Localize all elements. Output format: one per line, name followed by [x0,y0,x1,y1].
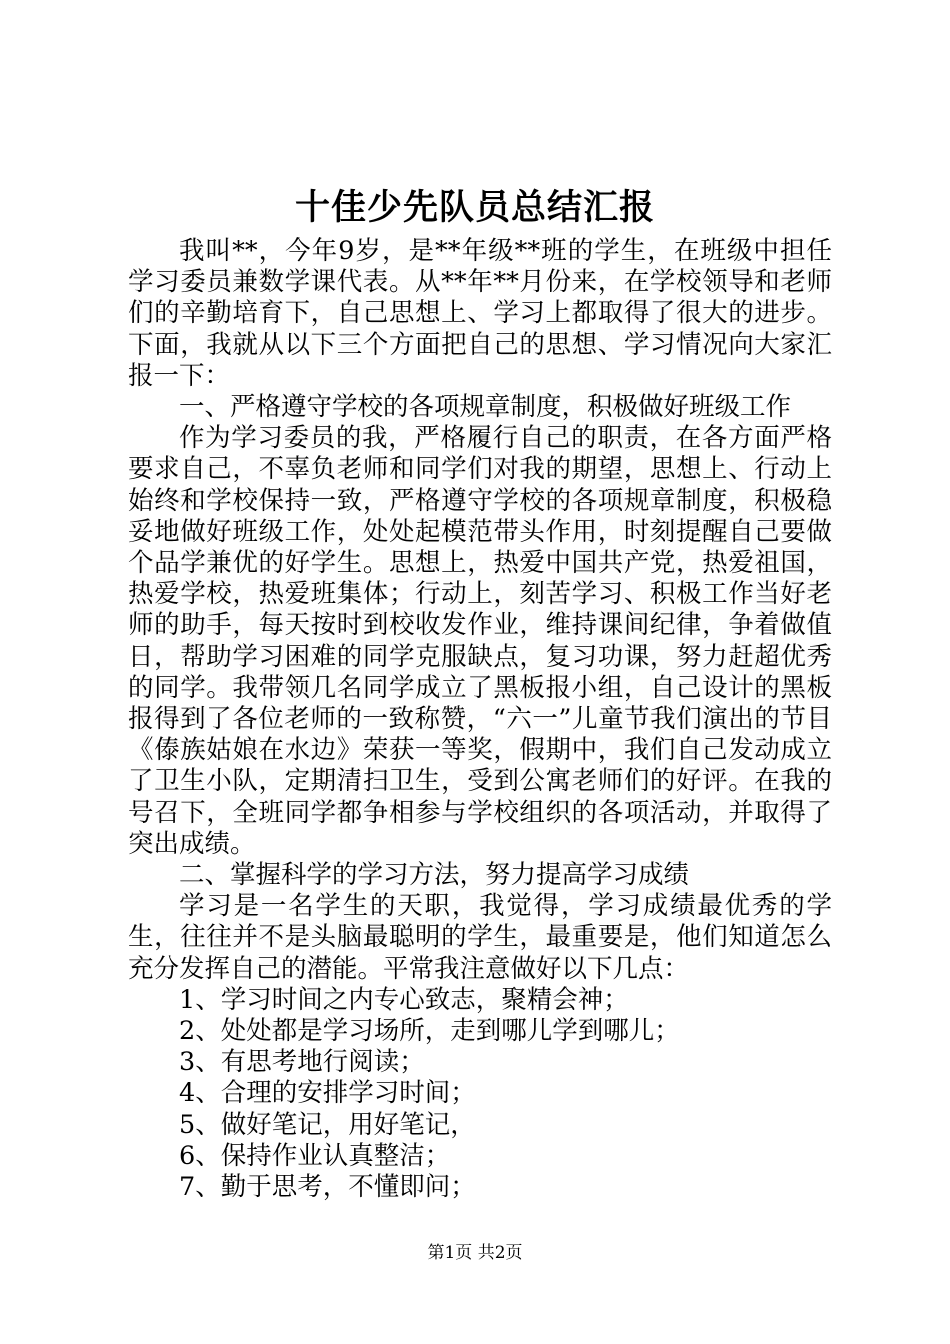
page-footer: 第1页 共2页 [427,1243,523,1263]
document-body [128,236,832,1203]
list-item: 6、保持作业认真整洁； [179,1140,451,1171]
section-2-paragraph: 学习是一名学生的天职，我觉得，学习成绩最优秀的学生，往往并不是头脑最聪明的学生，最重要是，他们知道怎么充分发挥自己的潜能。平常我注意做好以下几点： [128,891,832,984]
list-item: 7、勤于思考，不懂即问； [179,1172,476,1203]
list-item: 5、做好笔记，用好笔记， [179,1109,476,1140]
list-item: 3、有思考地行阅读； [179,1047,425,1078]
section-heading-2: 二、掌握科学的学习方法，努力提高学习成绩 [179,860,690,891]
section-1-paragraph: 作为学习委员的我，严格履行自己的职责，在各方面严格要求自己，不辜负老师和同学们对我的期望，思想上、行动上始终和学校保持一致，严格遵守学校的各项规章制度，积极稳妥地做好班级工作，处处起模范带头作用，时刻提醒自己要做个品学兼优的好学生。思想上，热爱中国共产党，热爱祖国，热爱学校，热爱班集体；行动上，刻苦学习、积极工作当好老师的助手，每天按时到校收发作业，维持课间纪律，争着做值日，帮助学习困难的同学克服缺点，复习功课，努力赶超优秀的同学。我带领几名同学成立了黑板报小组，自己设计的黑板报得到了各位老师的一致称赞，“六一”儿童节我们演出的节目《傣族姑娘在水边》荣获一等奖，假期中，我们自己发动成立了卫生小队，定期清扫卫生，受到公寓老师们的好评。在我的号召下，全班同学都争相参与学校组织的各项活动，并取得了突出成绩。 [128,423,832,859]
list-item: 1、学习时间之内专心致志，聚精会神； [179,984,629,1015]
intro-paragraph: 我叫**，今年9岁，是**年级**班的学生，在班级中担任学习委员兼数学课代表。从**年**月份来，在学校领导和老师们的辛勤培育下，自己思想上、学习上都取得了很大的进步。下面，我就从以下三个方面把自己的思想、学习情况向大家汇报一下： [128,236,832,391]
list-item: 2、处处都是学习场所，走到哪儿学到哪儿； [179,1016,680,1047]
document-title: 十佳少先队员总结汇报 [294,187,655,228]
list-item: 4、合理的安排学习时间； [179,1078,476,1109]
section-heading-1: 一、严格遵守学校的各项规章制度，积极做好班级工作 [179,392,792,423]
